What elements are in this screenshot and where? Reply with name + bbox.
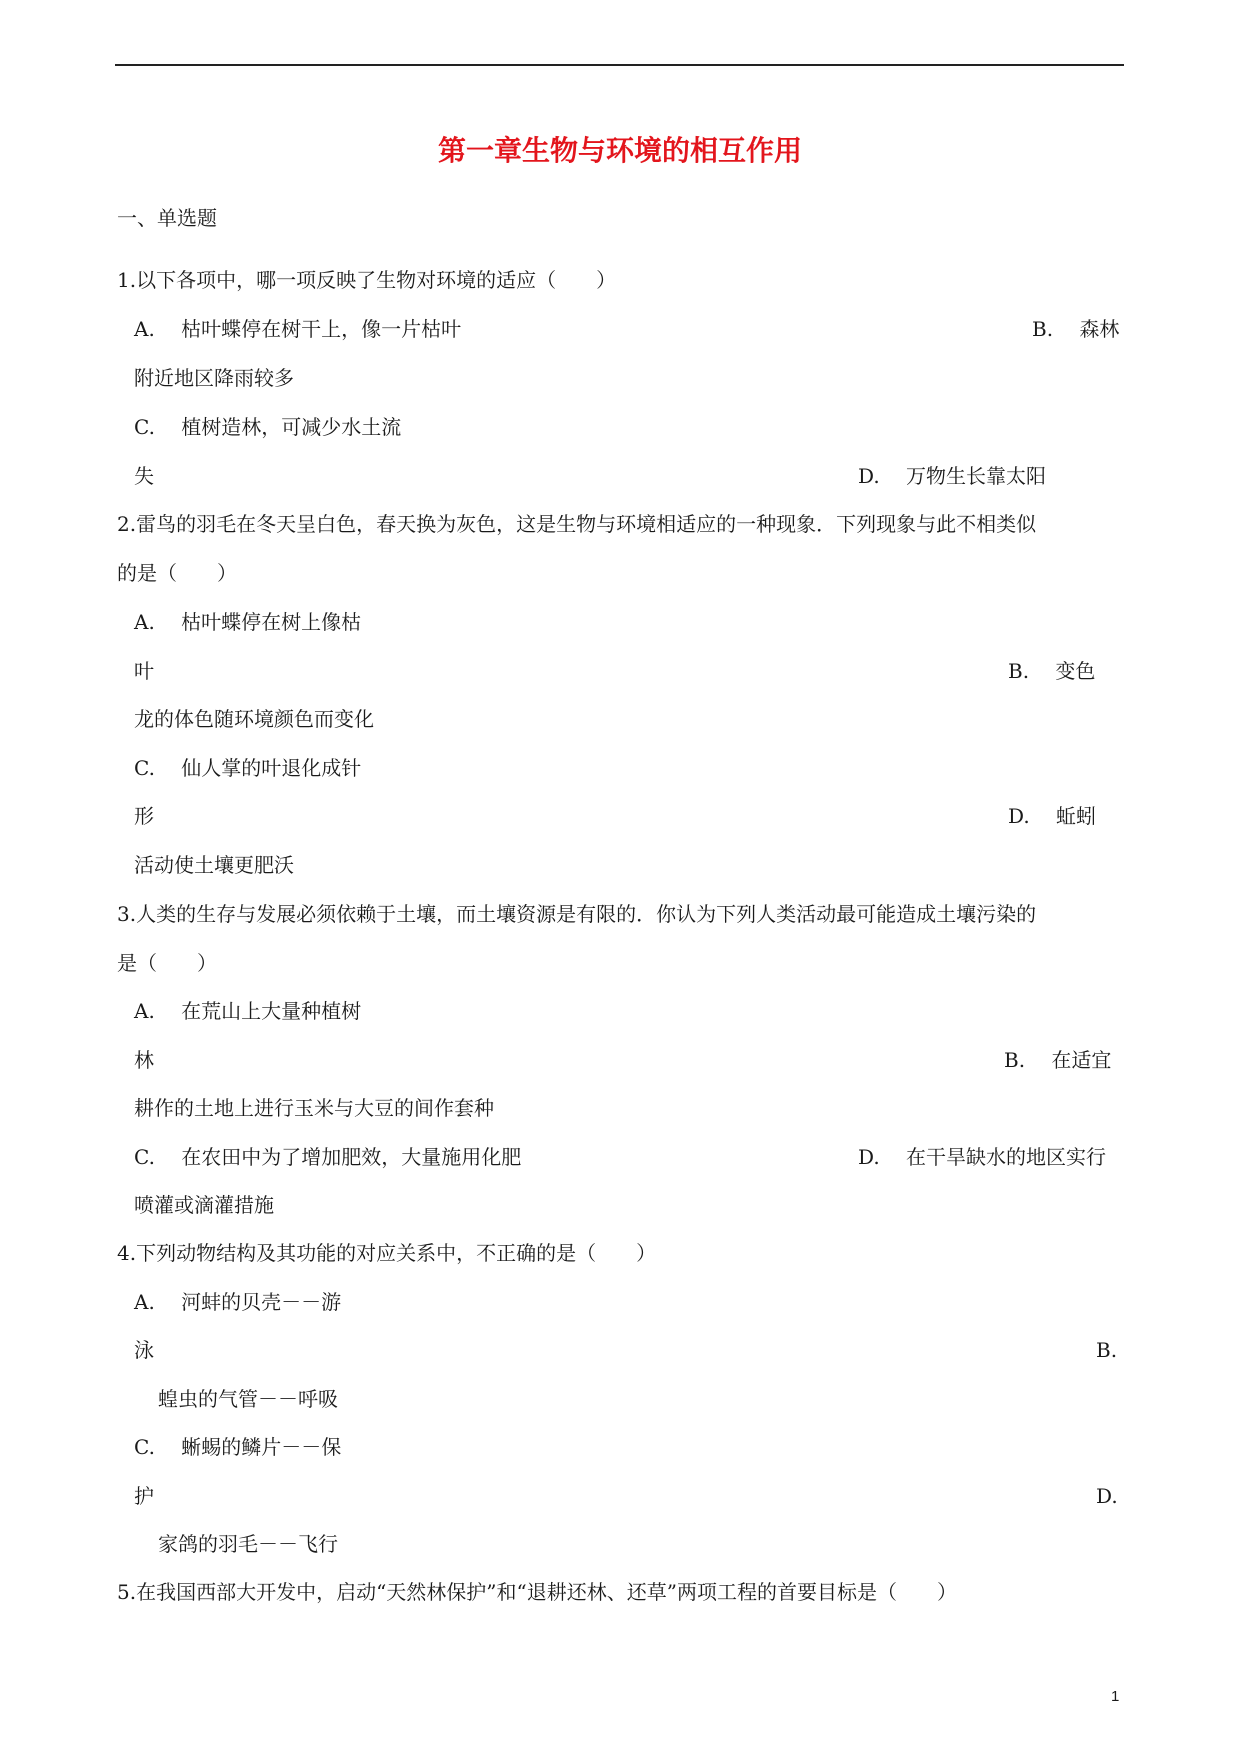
question-4-option-a-continued: 泳 (134, 1338, 154, 1362)
question-2-stem-line-2: 的是（ ） (117, 561, 237, 585)
question-3-option-b: B. 在适宜 (1004, 1048, 1112, 1072)
question-4-option-c: C. 蜥蜴的鳞片－－保 (134, 1435, 342, 1459)
question-4-option-b-continued: 蝗虫的气管－－呼吸 (158, 1387, 338, 1411)
question-2-option-d-continued: 活动使土壤更肥沃 (134, 853, 294, 877)
page-number: 1 (1111, 1688, 1120, 1705)
question-3-option-c: C. 在农田中为了增加肥效，大量施用化肥 (134, 1145, 522, 1169)
question-1-option-c: C. 植树造林，可减少水土流 (134, 415, 402, 439)
question-4-option-d: D. (1096, 1484, 1118, 1508)
question-1-stem: 1.以下各项中，哪一项反映了生物对环境的适应（ ） (117, 268, 617, 292)
document-title: 第一章生物与环境的相互作用 (437, 134, 802, 167)
question-2-stem-line-1: 2.雷鸟的羽毛在冬天呈白色，春天换为灰色，这是生物与环境相适应的一种现象．下列现象与此不相类似 (117, 512, 1037, 536)
question-3-option-b-continued: 耕作的土地上进行玉米与大豆的间作套种 (134, 1096, 494, 1120)
question-2-option-c-continued: 形 (134, 804, 154, 828)
question-2-option-b: B. 变色 (1008, 659, 1096, 683)
question-1-option-b-continued: 附近地区降雨较多 (134, 366, 294, 390)
question-2-option-b-continued: 龙的体色随环境颜色而变化 (134, 707, 374, 731)
question-4-stem: 4.下列动物结构及其功能的对应关系中，不正确的是（ ） (117, 1241, 657, 1265)
question-4-option-a: A. 河蚌的贝壳－－游 (134, 1290, 342, 1314)
question-1-option-d: D. 万物生长靠太阳 (858, 464, 1047, 488)
question-3-stem-line-2: 是（ ） (117, 951, 217, 975)
question-5-stem: 5.在我国西部大开发中，启动“天然林保护”和“退耕还林、还草”两项工程的首要目标是（ ） (117, 1580, 957, 1604)
question-1-option-c-continued: 失 (134, 464, 154, 488)
header-rule (115, 64, 1124, 66)
section-heading: 一、单选题 (117, 206, 217, 230)
question-2-option-a: A. 枯叶蝶停在树上像枯 (134, 610, 362, 634)
question-3-option-d: D. 在干旱缺水的地区实行 (858, 1145, 1107, 1169)
question-2-option-c: C. 仙人掌的叶退化成针 (134, 756, 362, 780)
question-2-option-d: D. 蚯蚓 (1008, 804, 1097, 828)
question-4-option-d-continued: 家鸽的羽毛－－飞行 (158, 1532, 338, 1556)
question-3-stem-line-1: 3.人类的生存与发展必须依赖于土壤，而土壤资源是有限的．你认为下列人类活动最可能造成土壤污染的 (117, 902, 1037, 926)
question-3-option-a-continued: 林 (134, 1048, 154, 1072)
question-1-option-b: B. 森林 (1032, 317, 1120, 341)
question-1-option-a: A. 枯叶蝶停在树干上，像一片枯叶 (134, 317, 462, 341)
question-3-option-d-continued: 喷灌或滴灌措施 (134, 1193, 274, 1217)
question-2-option-a-continued: 叶 (134, 659, 154, 683)
question-3-option-a: A. 在荒山上大量种植树 (134, 999, 362, 1023)
question-4-option-b: B. (1096, 1338, 1118, 1362)
question-4-option-c-continued: 护 (134, 1484, 154, 1508)
